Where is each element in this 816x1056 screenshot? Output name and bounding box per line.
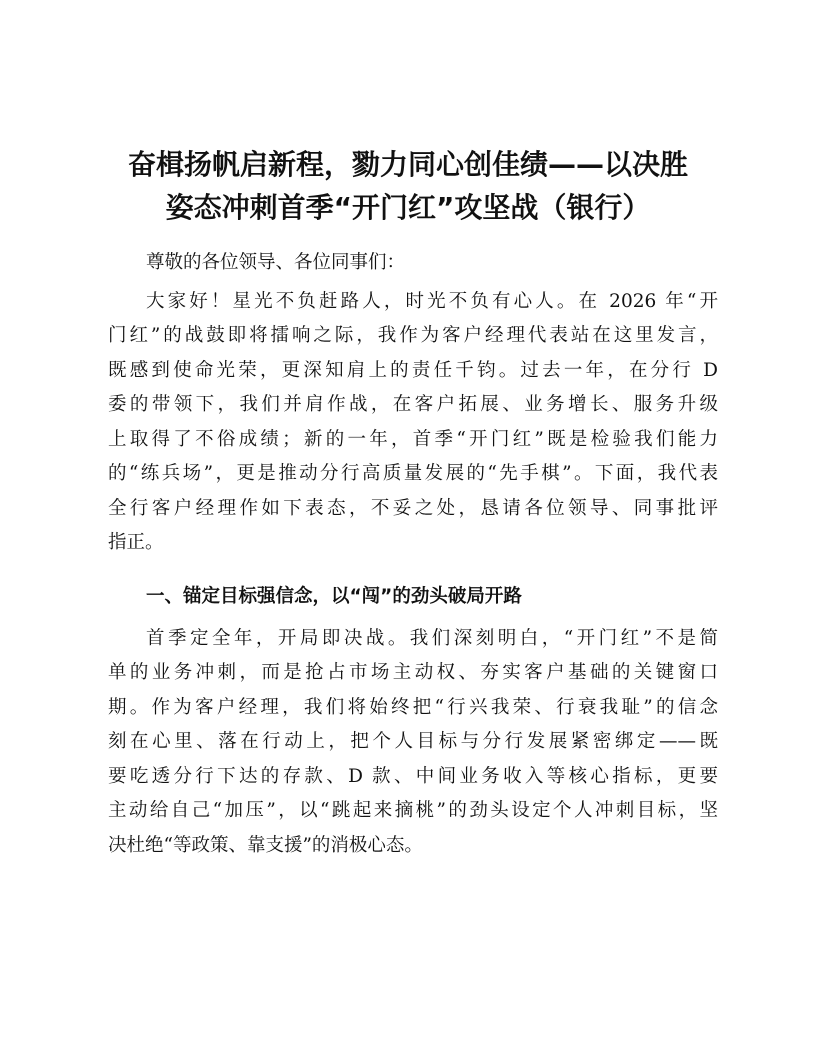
paragraph-2-line: 刻在心里、落在行动上，把个人目标与分行发展紧密绑定——既 bbox=[108, 731, 718, 752]
paragraph-2-line: 主动给自己“加压”，以“跳起来摘桃”的劲头设定个人冲刺目标，坚 bbox=[108, 800, 718, 821]
paragraph-2-line: 决杜绝“等政策、靠支援”的消极心态。 bbox=[108, 835, 423, 856]
document-title-line-1: 奋楫扬帆启新程，勠力同心创佳绩——以决胜 bbox=[127, 148, 688, 181]
section-1-heading: 一、锚定目标强信念，以“闯”的劲头破局开路 bbox=[146, 586, 522, 607]
paragraph-1-line: 既感到使命光荣，更深知肩上的责任千钧。过去一年，在分行 D bbox=[108, 360, 718, 381]
paragraph-1-line: 的“练兵场”，更是推动分行高质量发展的“先手棋”。下面，我代表 bbox=[108, 463, 718, 484]
paragraph-2-line: 首季定全年，开局即决战。我们深刻明白，“开门红”不是简 bbox=[146, 628, 718, 649]
paragraph-2-line: 单的业务冲刺，而是抢占市场主动权、夯实客户基础的关键窗口 bbox=[108, 662, 718, 683]
paragraph-1-line: 全行客户经理作如下表态，不妥之处，恳请各位领导、同事批评 bbox=[108, 498, 718, 519]
paragraph-1-line: 上取得了不俗成绩；新的一年，首季“开门红”既是检验我们能力 bbox=[108, 429, 718, 450]
paragraph-2-line: 要吃透分行下达的存款、D 款、中间业务收入等核心指标，更要 bbox=[108, 766, 718, 787]
paragraph-2-line: 期。作为客户经理，我们将始终把“行兴我荣、行衰我耻”的信念 bbox=[108, 697, 718, 718]
paragraph-1-line: 委的带领下，我们并肩作战，在客户拓展、业务增长、服务升级 bbox=[108, 394, 718, 415]
salutation: 尊敬的各位领导、各位同事们： bbox=[146, 252, 406, 273]
paragraph-1-line: 门红”的战鼓即将擂响之际，我作为客户经理代表站在这里发言， bbox=[108, 325, 718, 346]
paragraph-1-line: 大家好！星光不负赶路人，时光不负有心人。在 2026 年“开 bbox=[146, 291, 718, 312]
paragraph-1-line: 指正。 bbox=[108, 532, 164, 553]
document-title-line-2: 姿态冲刺首季“开门红”攻坚战（银行） bbox=[165, 191, 651, 224]
